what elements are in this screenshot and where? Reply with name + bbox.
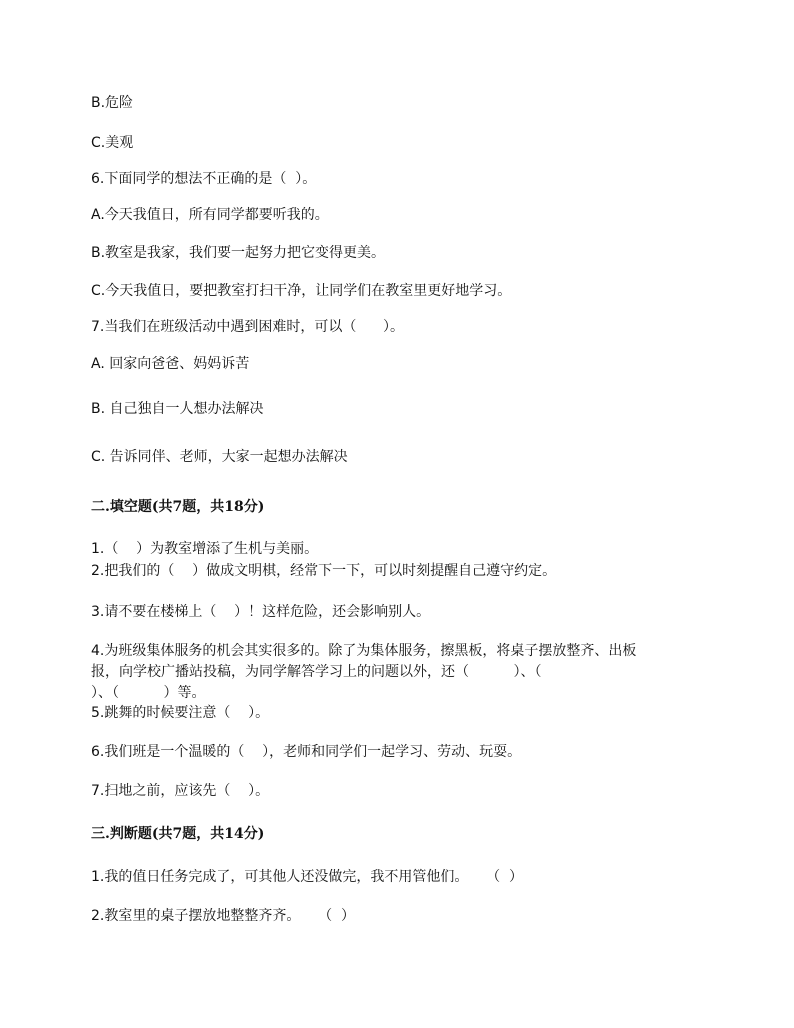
fill-q6: 6.我们班是一个温暖的（ ），老师和同学们一起学习、劳动、玩耍。 — [91, 744, 522, 760]
fill-q4-line3: ）、（ ）等。 — [91, 685, 206, 701]
q7-option-a: A. 回家向爸爸、妈妈诉苦 — [91, 356, 250, 372]
q5-option-c: C.美观 — [91, 135, 134, 151]
fill-q4-line1: 4.为班级集体服务的机会其实很多的。除了为集体服务，擦黑板，将桌子摆放整齐、出板 — [91, 643, 637, 659]
fill-q7: 7.扫地之前，应该先（ ）。 — [91, 783, 270, 799]
q7-option-b: B. 自己独自一人想办法解决 — [91, 401, 264, 417]
q7-question: 7.当我们在班级活动中遇到困难时，可以（ ）。 — [91, 319, 405, 335]
q6-option-c: C.今天我值日，要把教室打扫干净，让同学们在教室里更好地学习。 — [91, 283, 512, 299]
section3-heading: 三.判断题(共7题，共14分) — [91, 826, 265, 842]
judge-q1: 1.我的值日任务完成了，可其他人还没做完，我不用管他们。 （ ） — [91, 869, 524, 885]
fill-q3: 3.请不要在楼梯上（ ）！这样危险，还会影响别人。 — [91, 604, 431, 620]
fill-q4-line2: 报，向学校广播站投稿，为同学解答学习上的问题以外，还（ ）、（ — [91, 664, 542, 680]
judge-q2: 2.教室里的桌子摆放地整整齐齐。 （ ） — [91, 908, 356, 924]
fill-q2: 2.把我们的（ ）做成文明棋，经常下一下，可以时刻提醒自己遵守约定。 — [91, 563, 557, 579]
fill-q5: 5.跳舞的时候要注意（ ）。 — [91, 705, 270, 721]
q7-option-c: C. 告诉同伴、老师，大家一起想办法解决 — [91, 449, 348, 465]
q5-option-b: B.危险 — [91, 95, 134, 111]
fill-q1: 1.（ ）为教室增添了生机与美丽。 — [91, 541, 319, 557]
q6-question: 6.下面同学的想法不正确的是（ ）。 — [91, 171, 317, 187]
q6-option-a: A.今天我值日，所有同学都要听我的。 — [91, 207, 329, 223]
q6-option-b: B.教室是我家，我们要一起努力把它变得更美。 — [91, 245, 386, 261]
section2-heading: 二.填空题(共7题，共18分) — [91, 499, 265, 515]
